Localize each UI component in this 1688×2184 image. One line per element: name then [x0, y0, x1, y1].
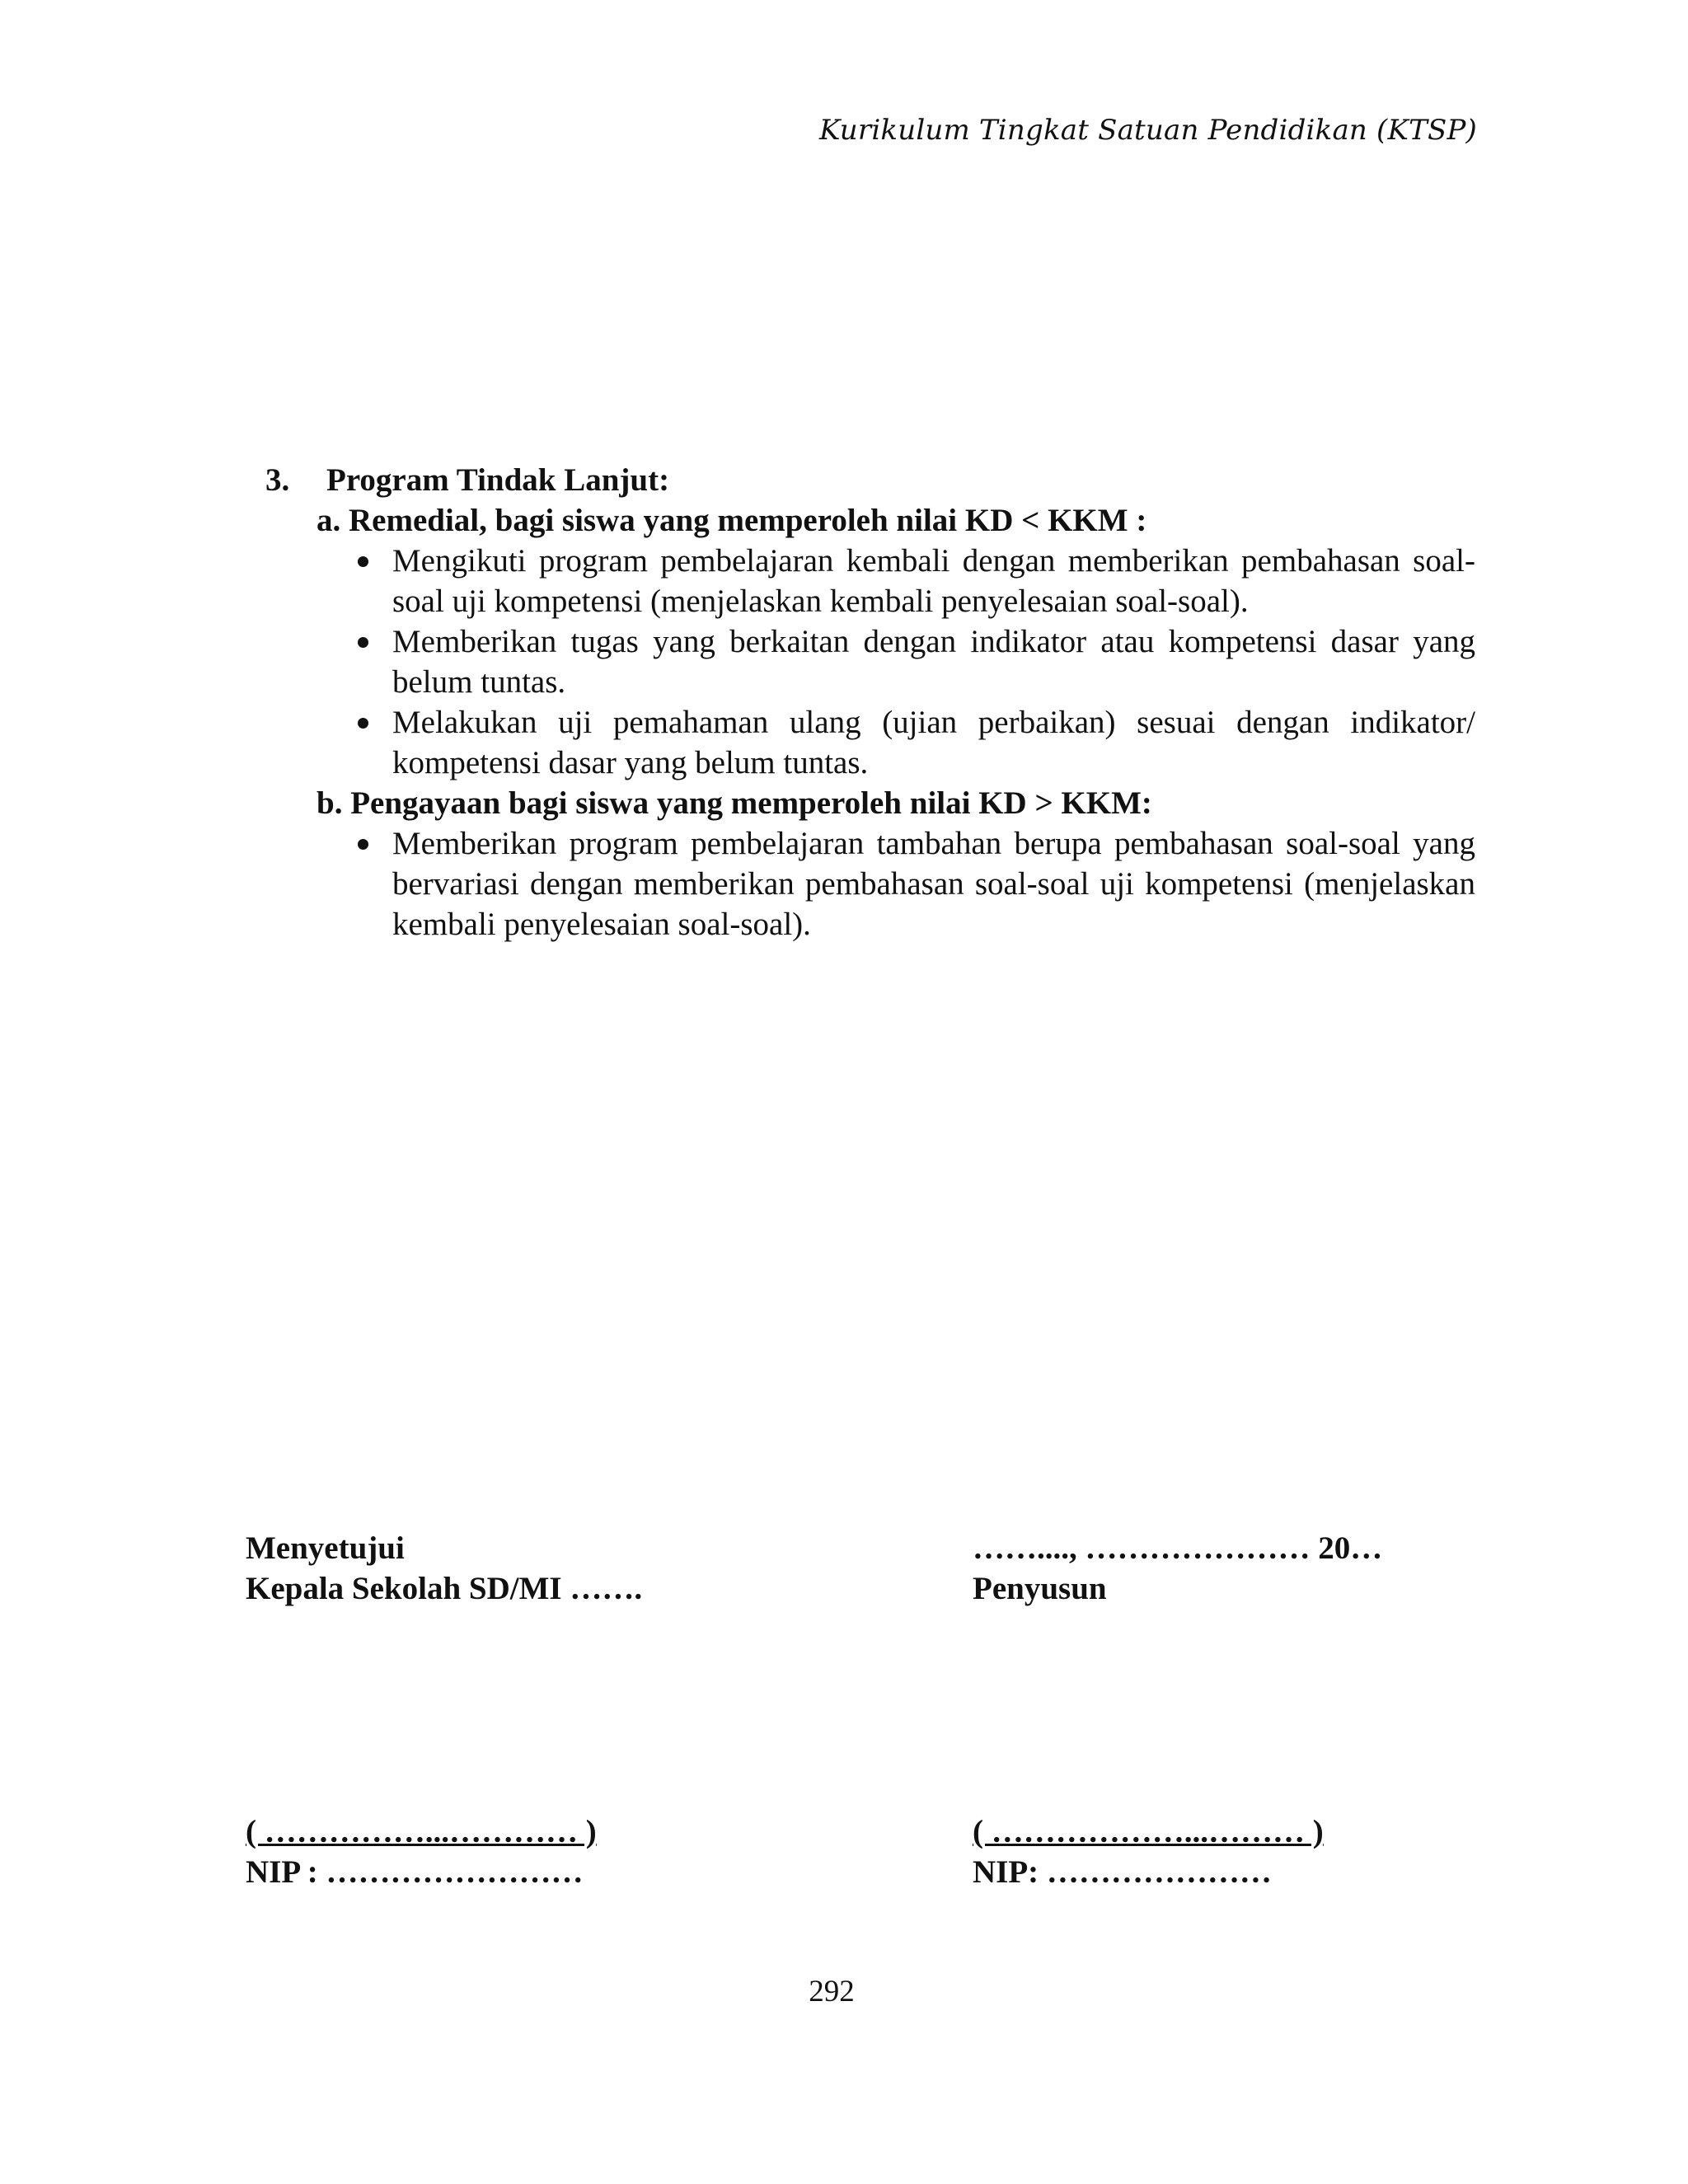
bullet-icon [358, 839, 368, 850]
follow-up-program-section [265, 460, 1475, 944]
list-item [353, 702, 1475, 783]
author-name-block [973, 1811, 1324, 1892]
author-name-placeholder: ( ………………...……… ) [973, 1814, 1324, 1849]
list-item-text: Mengikuti program pembelajaran kembali dengan memberikan pembahasan soal-soal uji kompetensi (menjelaskan kembali penyelesaian soal-soal). [392, 543, 1475, 619]
principal-nip: NIP : …………………… [246, 1854, 584, 1890]
page-number: 292 [809, 1975, 855, 2008]
list-item-text: Melakukan uji pemahaman ulang (ujian perbaikan) sesuai dengan indikator/ kompetensi dasar yang belum tuntas. [392, 705, 1475, 780]
principal-title: Kepala Sekolah SD/MI ……. [246, 1571, 643, 1606]
section-title-text: Program Tindak Lanjut: [326, 462, 670, 498]
section-number: 3. [265, 462, 290, 498]
list-item-text: Memberikan program pembelajaran tambahan berupa pembahasan soal-soal yang bervariasi dengan memberikan pembahasan soal-soal uji kompetensi (menjelaskan kembali penyelesaian soal-soal). [392, 826, 1475, 942]
author-label: Penyusun [973, 1571, 1107, 1606]
enrichment-heading: b. Pengayaan bagi siswa yang memperoleh nilai KD > KKM: [316, 785, 1152, 821]
list-item [353, 823, 1475, 944]
list-item-text: Memberikan tugas yang berkaitan dengan indikator atau kompetensi dasar yang belum tuntas. [392, 624, 1475, 700]
bullet-icon [358, 718, 368, 729]
author-nip: NIP: ………………… [973, 1854, 1272, 1890]
bullet-icon [358, 556, 368, 567]
date-line: ……...., ………………… 20… [973, 1530, 1383, 1566]
list-item [353, 621, 1475, 702]
bullet-icon [358, 637, 368, 648]
author-signature-block [973, 1528, 1382, 1609]
approval-signature-block [246, 1528, 642, 1609]
enrichment-list [353, 823, 1475, 944]
list-item [353, 541, 1475, 621]
principal-name-placeholder: ( ……………...………… ) [246, 1814, 597, 1849]
running-header: Kurikulum Tingkat Satuan Pendidikan (KTSP) [818, 114, 1477, 147]
approval-name-block [246, 1811, 597, 1892]
remedial-list [353, 541, 1475, 783]
remedial-heading: a. Remedial, bagi siswa yang memperoleh nilai KD < KKM : [316, 503, 1147, 538]
approval-label: Menyetujui [246, 1530, 405, 1566]
section-title [265, 460, 1475, 500]
